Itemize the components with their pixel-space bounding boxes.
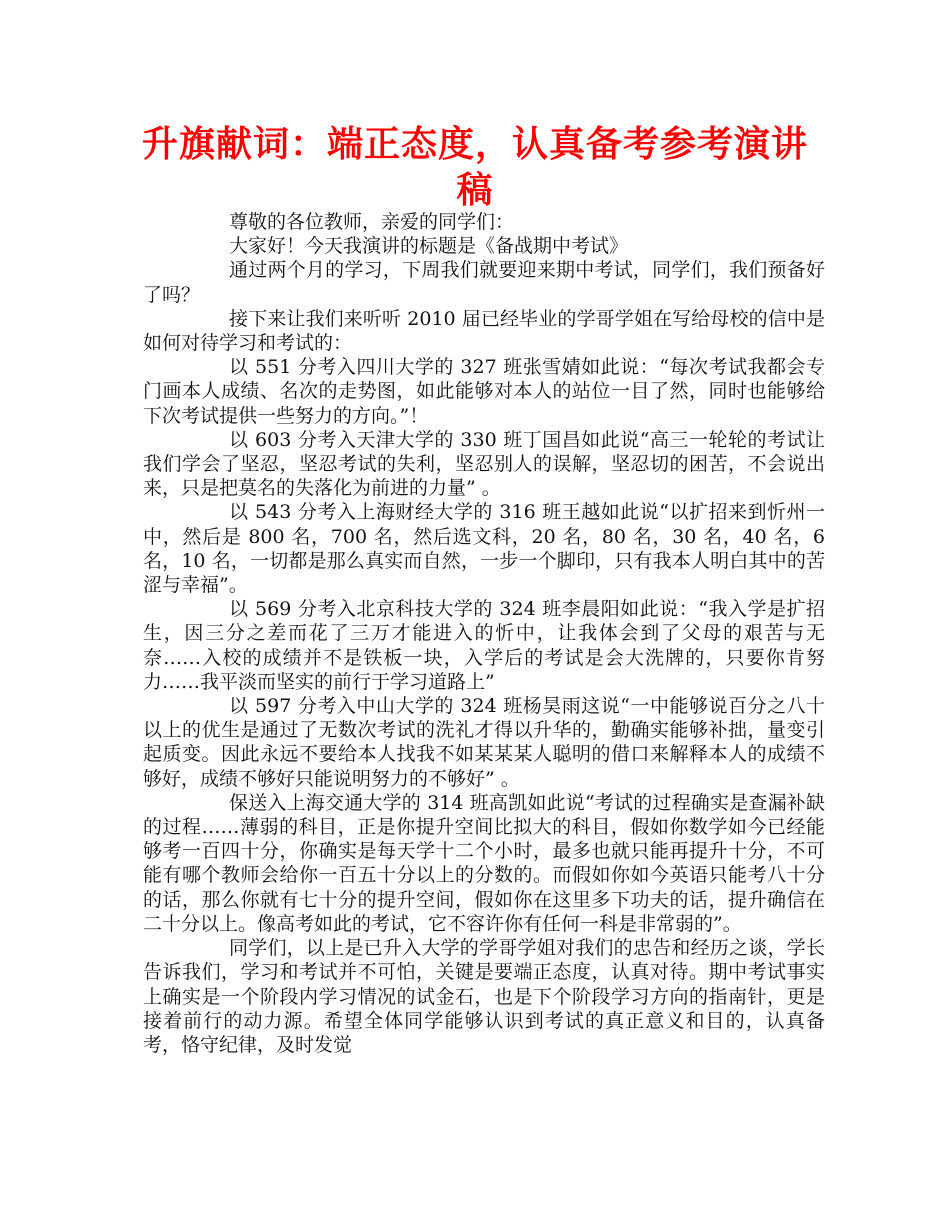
document-title: 升旗献词：端正态度，认真备考参考演讲稿 xyxy=(141,124,808,211)
paragraph: 尊敬的各位教师，亲爱的同学们： xyxy=(229,211,515,233)
paragraph: 保送入上海交通大学的 314 班高凯如此说“考试的过程确实是查漏补缺的过程……薄弱的科目，正是你提升空间比拟大的科目，假如你数学如今已经能够考一百四十分，你确实是每天学十二个小时，最多也就只能再提升十分，不可能有哪个教师会给你一百五十分以上的分数的。而假如你如今英语只能考八十分的话，那么你就有七十分的提升空间，假如你在这里多下功夫的话，提升确信在二十分以上。像高考如此的考试，它不容许你有任何一科是非常弱的”。 xyxy=(143,791,825,935)
paragraph: 以 597 分考入中山大学的 324 班杨昊雨这说“一中能够说百分之八十以上的优生是通过了无数次考试的洗礼才得以升华的，勤确实能够补拙，量变引起质变。因此永远不要给本人找我不如某某某人聪明的借口来解释本人的成绩不够好，成绩不够好只能说明努力的不够好” 。 xyxy=(143,695,825,790)
paragraph: 以 569 分考入北京科技大学的 324 班李晨阳如此说：“我入学是扩招生，因三分之差而花了三万才能进入的忻中，让我体会到了父母的艰苦与无奈……入校的成绩并不是铁板一块，入学后的考试是会大洗牌的，只要你肯努力……我平淡而坚实的前行于学习道路上” xyxy=(143,598,825,693)
paragraph: 以 603 分考入天津大学的 330 班丁国昌如此说“高三一轮轮的考试让我们学会了坚忍，坚忍考试的失利，坚忍别人的误解，坚忍切的困苦，不会说出来，只是把莫名的失落化为前进的力量” 。 xyxy=(143,428,825,500)
paragraph: 以 551 分考入四川大学的 327 班张雪婧如此说：“每次考试我都会专门画本人成绩、名次的走势图，如此能够对本人的站位一目了然，同时也能够给下次考试提供一些努力的方向。”！ xyxy=(143,356,825,427)
paragraph: 通过两个月的学习，下周我们就要迎来期中考试，同学们，我们预备好了吗？ xyxy=(143,259,825,306)
paragraph: 大家好！今天我演讲的标题是《备战期中考试》 xyxy=(229,235,629,258)
paragraph: 以 543 分考入上海财经大学的 316 班王越如此说“以扩招来到忻州一中，然后是 800 名，700 名，然后选文科，20 名，80 名，30 名，40 名，6 名，10 名，一切都是那么真实而自然，一步一个脚印，只有我本人明白其中的苦涩与幸福”。 xyxy=(143,501,825,597)
paragraph: 接下来让我们来听听 2010 届已经毕业的学哥学姐在写给母校的信中是如何对待学习和考试的： xyxy=(143,307,825,355)
paragraph: 同学们，以上是已升入大学的学哥学姐对我们的忠告和经历之谈，学长告诉我们，学习和考试并不可怕，关键是要端正态度，认真对待。期中考试事实上确实是一个阶段内学习情况的试金石，也是下个阶段学习方向的指南针，更是接着前行的动力源。希望全体同学能够认识到考试的真正意义和目的，认真备考，恪守纪律，及时发觉 xyxy=(143,937,825,1056)
document-body xyxy=(143,210,825,1057)
